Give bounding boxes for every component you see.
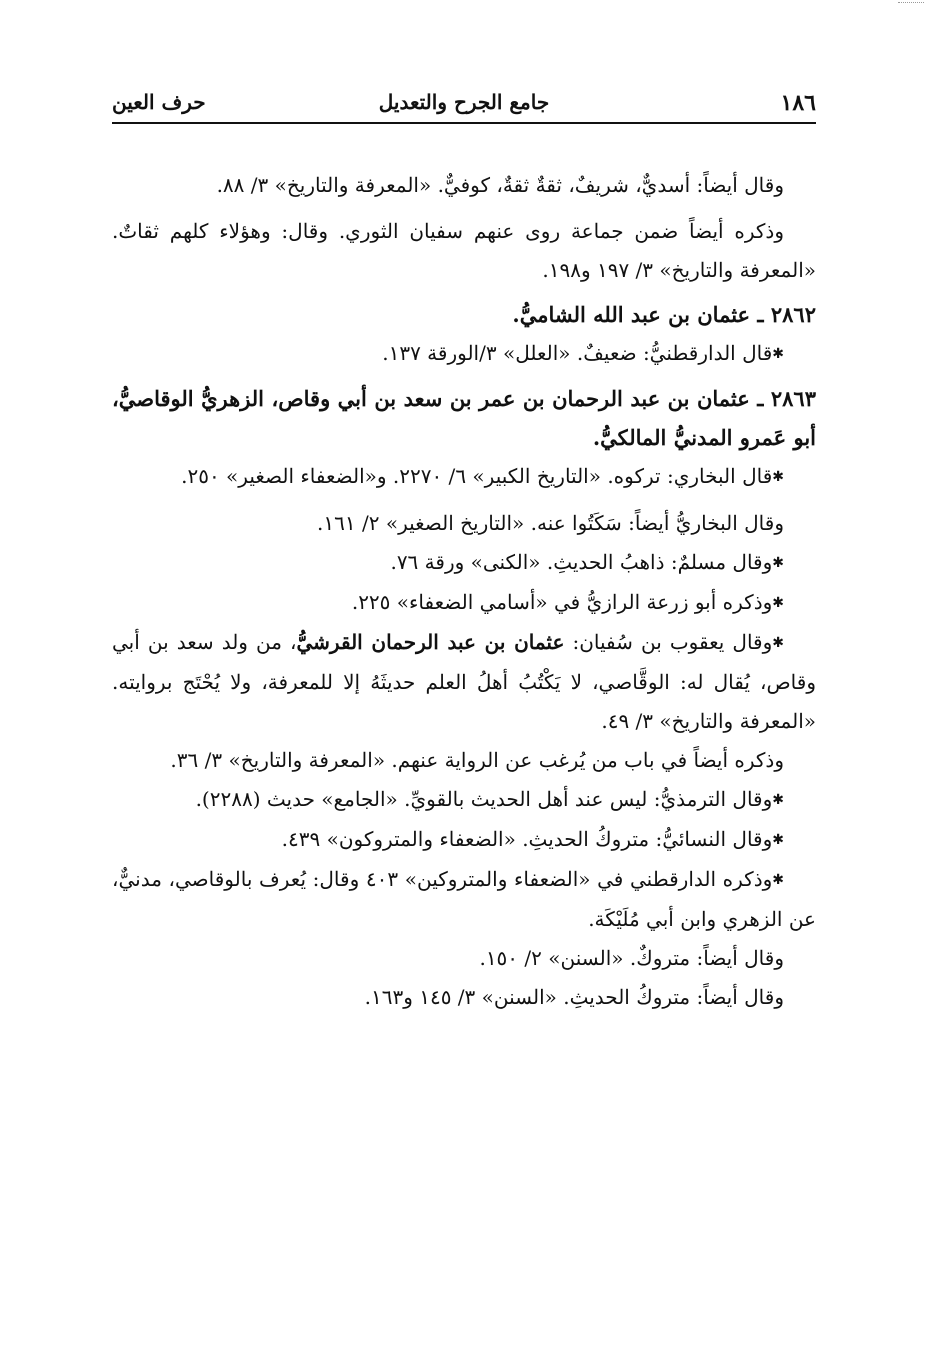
citation-paragraph: ✱ وذكره أبو زرعة الرازيُّ في «أسامي الضعفاء» ٢٢٥. (112, 583, 816, 623)
citation-paragraph (112, 623, 816, 741)
paragraph: وقال البخاريُّ أيضاً: سَكَتُوا عنه. «التاريخ الصغير» ٢/ ١٦١. (317, 511, 784, 535)
paragraph-text: وقال يعقوب بن سُفيان: (564, 630, 773, 654)
paragraph-text: ، من ولد سعد بن أبي وقاص، يُقال له: الوقَّاصي، لا يَكْتُبُ أهلُ العلم حديثَهُ إلا للمعرفة، ولا يُحْتَج بروايته. «المعرفة والتاريخ» ٣/ ٤٩. (112, 630, 816, 733)
paragraph: وقال أيضاً: أسديٌّ، شريفٌ، ثقةٌ ثقةٌ، كوفيٌّ. «المعرفة والتاريخ» ٣/ ٨٨. (216, 173, 784, 197)
citation-paragraph: ✱ وذكره الدارقطني في «الضعفاء والمتروكين» ٤٠٣ وقال: يُعرف بالوقاصي، مدنيٌّ، عن الزهري وابن أبي مُلَيْكَة. (112, 860, 816, 939)
book-title: جامع الجرح والتعديل (378, 90, 550, 114)
paragraph: وقال أيضاً: متروكٌ. «السنن» ٢/ ١٥٠. (479, 946, 784, 970)
citation-paragraph: ✱ وقال النسائيُّ: متروكُ الحديثِ. «الضعفاء والمتروكون» ٤٣٩. (112, 820, 816, 860)
paragraph: وقال أيضاً: متروكُ الحديثِ. «السنن» ٣/ ١٤٥ و١٦٣. (364, 985, 784, 1009)
scan-artifact (898, 2, 924, 11)
citation-paragraph: ✱ قال الدارقطنيُّ: ضعيفٌ. «العلل» ٣/الورقة ١٣٧. (112, 334, 816, 374)
header-divider (112, 122, 816, 124)
citation-paragraph: ✱ وقال الترمذيُّ: ليس عند أهل الحديث بالقويِّ. «الجامع» حديث (٢٢٨٨). (112, 780, 816, 820)
entry-heading-2863: ٢٨٦٣ ـ عثمان بن عبد الرحمان بن عمر بن سعد بن أبي وقاص، الزهريُّ الوقاصيُّ، أبو عَمرو المدنيُّ المالكيُّ. (112, 386, 816, 450)
citation-paragraph: ✱ وقال مسلمٌ: ذاهبُ الحديثِ. «الكنى» ورقة ٧٦. (112, 543, 816, 583)
page-number: ١٨٦ (780, 90, 816, 116)
paragraph: وذكره أيضاً في باب من يُرغب عن الرواية عنهم. «المعرفة والتاريخ» ٣/ ٣٦. (170, 748, 784, 772)
running-header (112, 86, 816, 122)
section-title: حرف العين (112, 90, 206, 114)
narrator-name: عثمان بن عبد الرحمان القرشيُّ (296, 630, 565, 654)
paragraph: وذكره أيضاً ضمن جماعة روى عنهم سفيان الثوري. وقال: وهؤلاء كلهم ثقاتٌ. «المعرفة والتاريخ» ٣/ ١٩٧ و١٩٨. (112, 219, 816, 282)
entry-heading-2862: ٢٨٦٢ ـ عثمان بن عبد الله الشاميُّ. (512, 302, 816, 327)
page-body (112, 166, 816, 1017)
citation-paragraph: ✱ قال البخاري: تركوه. «التاريخ الكبير» ٦/ ٢٢٧٠. و«الضعفاء الصغير» ٢٥٠. (112, 457, 816, 497)
